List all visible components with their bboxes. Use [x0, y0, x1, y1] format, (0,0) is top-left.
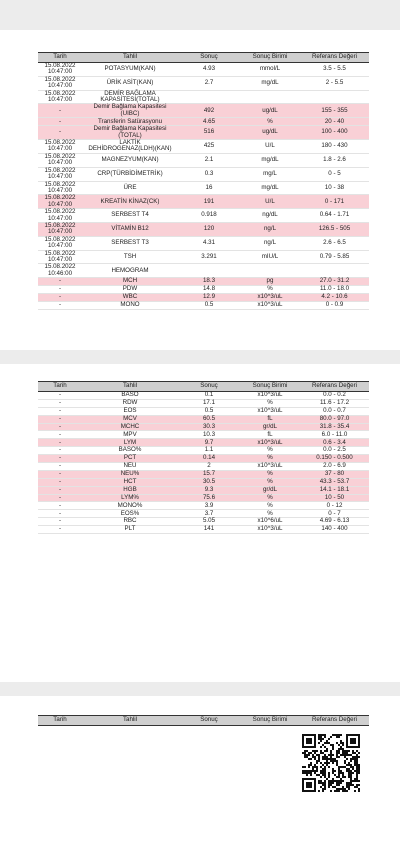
cell-result: 0.1	[178, 392, 240, 400]
results-body-2	[38, 392, 369, 534]
col-date-header: Tarih	[38, 716, 82, 726]
report-page-3	[0, 696, 400, 866]
cell-date: -	[38, 455, 82, 463]
cell-result: 4.31	[178, 236, 240, 250]
cell-result: 1.1	[178, 447, 240, 455]
table-row	[38, 399, 369, 407]
cell-ref: 2.6 - 6.5	[300, 236, 369, 250]
cell-test: NEU	[82, 463, 178, 471]
cell-ref: 0.0 - 0.7	[300, 407, 369, 415]
cell-unit: x10^3/uL	[240, 302, 300, 310]
cell-result: 3.7	[178, 510, 240, 518]
table-row	[38, 181, 369, 195]
cell-date: -	[38, 470, 82, 478]
cell-test: WBC	[82, 294, 178, 302]
cell-test: HEMOGRAM	[82, 264, 178, 278]
cell-date: 15.08.2022 10:47:00	[38, 181, 82, 195]
table-row	[38, 286, 369, 294]
cell-unit: %	[240, 286, 300, 294]
col-test-header: Tahlil	[82, 53, 178, 63]
table-row	[38, 494, 369, 502]
cell-unit: U/L	[240, 195, 300, 209]
cell-date: -	[38, 423, 82, 431]
table-row	[38, 104, 369, 118]
cell-unit: mg/L	[240, 167, 300, 181]
cell-result: 492	[178, 104, 240, 118]
table-row	[38, 526, 369, 534]
cell-unit: mg/dL	[240, 76, 300, 90]
cell-unit: ug/dL	[240, 104, 300, 118]
results-table-3	[38, 715, 369, 726]
cell-date: -	[38, 104, 82, 118]
cell-ref: 0.79 - 5.85	[300, 250, 369, 264]
col-date-header: Tarih	[38, 53, 82, 63]
cell-unit: ng/L	[240, 222, 300, 236]
table-header-row	[38, 716, 369, 726]
cell-result: 2.1	[178, 153, 240, 167]
cell-ref: 27.0 - 31.2	[300, 278, 369, 286]
cell-ref: 0.6 - 3.4	[300, 439, 369, 447]
cell-result: 14.8	[178, 286, 240, 294]
cell-date: -	[38, 302, 82, 310]
cell-unit: %	[240, 470, 300, 478]
cell-test: MONO	[82, 302, 178, 310]
table-row	[38, 407, 369, 415]
cell-ref: 0 - 0.9	[300, 302, 369, 310]
cell-result: 10.3	[178, 431, 240, 439]
cell-ref: 0.0 - 2.5	[300, 447, 369, 455]
cell-test: KREATİN KİNAZ(CK)	[82, 195, 178, 209]
cell-date: -	[38, 286, 82, 294]
table-row	[38, 502, 369, 510]
cell-unit: U/L	[240, 140, 300, 154]
cell-ref: 10 - 50	[300, 494, 369, 502]
cell-ref: 11.6 - 17.2	[300, 399, 369, 407]
table-row	[38, 486, 369, 494]
cell-date: -	[38, 478, 82, 486]
table-row	[38, 455, 369, 463]
cell-result: 425	[178, 140, 240, 154]
table-row	[38, 195, 369, 209]
cell-date: -	[38, 439, 82, 447]
table-row	[38, 431, 369, 439]
cell-test: BASO	[82, 392, 178, 400]
cell-unit: x10^3/uL	[240, 407, 300, 415]
col-unit-header: Sonuç Birimi	[240, 53, 300, 63]
cell-date: -	[38, 518, 82, 526]
cell-date: -	[38, 126, 82, 140]
table-row	[38, 140, 369, 154]
cell-unit: pg	[240, 278, 300, 286]
table-header-row	[38, 382, 369, 392]
cell-ref: 0 - 5	[300, 167, 369, 181]
cell-date: -	[38, 510, 82, 518]
cell-date: -	[38, 526, 82, 534]
cell-test: EOS	[82, 407, 178, 415]
cell-ref: 20 - 40	[300, 118, 369, 126]
cell-test: VİTAMİN B12	[82, 222, 178, 236]
cell-date: -	[38, 278, 82, 286]
results-body-1	[38, 63, 369, 310]
cell-date: 15.08.2022 10:47:00	[38, 167, 82, 181]
cell-ref: 0 - 12	[300, 502, 369, 510]
cell-ref: 155 - 355	[300, 104, 369, 118]
cell-result: 3.9	[178, 502, 240, 510]
table-row	[38, 478, 369, 486]
cell-test: LYM	[82, 439, 178, 447]
cell-unit: mmol/L	[240, 63, 300, 77]
col-unit-header: Sonuç Birimi	[240, 382, 300, 392]
col-test-header: Tahlil	[82, 716, 178, 726]
cell-unit: gr/dL	[240, 423, 300, 431]
cell-result: 0.3	[178, 167, 240, 181]
cell-unit	[240, 264, 300, 278]
cell-ref	[300, 264, 369, 278]
cell-test: LYM%	[82, 494, 178, 502]
cell-date: -	[38, 494, 82, 502]
cell-result: 2	[178, 463, 240, 471]
table-row	[38, 439, 369, 447]
cell-unit: x10^3/uL	[240, 294, 300, 302]
cell-unit: mg/dL	[240, 153, 300, 167]
cell-test: PDW	[82, 286, 178, 294]
cell-unit: %	[240, 494, 300, 502]
cell-ref: 180 - 430	[300, 140, 369, 154]
cell-test: Demir Bağlama Kapasitesi (TOTAL)	[82, 126, 178, 140]
cell-date: 15.08.2022 10:47:00	[38, 90, 82, 104]
cell-date: 15.08.2022 10:47:00	[38, 209, 82, 223]
col-result-header: Sonuç	[178, 716, 240, 726]
cell-date: -	[38, 294, 82, 302]
cell-date: -	[38, 399, 82, 407]
table-row	[38, 153, 369, 167]
cell-unit	[240, 90, 300, 104]
cell-ref: 11.0 - 18.0	[300, 286, 369, 294]
cell-unit: %	[240, 399, 300, 407]
cell-test: HCT	[82, 478, 178, 486]
cell-unit: fL	[240, 431, 300, 439]
cell-result: 12.9	[178, 294, 240, 302]
cell-test: RDW	[82, 399, 178, 407]
cell-result: 75.6	[178, 494, 240, 502]
cell-test: ÜRE	[82, 181, 178, 195]
cell-ref: 100 - 400	[300, 126, 369, 140]
table-row	[38, 423, 369, 431]
cell-unit: %	[240, 455, 300, 463]
cell-test: MONO%	[82, 502, 178, 510]
cell-unit: x10^3/uL	[240, 439, 300, 447]
cell-date: 15.08.2022 10:47:00	[38, 236, 82, 250]
report-page-2	[0, 364, 400, 682]
cell-test: SERBEST T4	[82, 209, 178, 223]
cell-unit: %	[240, 447, 300, 455]
cell-ref: 0 - 7	[300, 510, 369, 518]
cell-result: 0.5	[178, 302, 240, 310]
cell-unit: %	[240, 118, 300, 126]
cell-unit: x10^3/uL	[240, 392, 300, 400]
cell-result: 18.3	[178, 278, 240, 286]
cell-test: TSH	[82, 250, 178, 264]
cell-date: 15.08.2022 10:47:00	[38, 195, 82, 209]
cell-result: 0.14	[178, 455, 240, 463]
cell-ref: 6.0 - 11.0	[300, 431, 369, 439]
cell-ref: 2 - 5.5	[300, 76, 369, 90]
cell-date: 15.08.2022 10:47:00	[38, 140, 82, 154]
table-row	[38, 209, 369, 223]
cell-ref: 43.3 - 53.7	[300, 478, 369, 486]
col-result-header: Sonuç	[178, 382, 240, 392]
cell-result: 9.7	[178, 439, 240, 447]
cell-result: 0.5	[178, 407, 240, 415]
cell-date: 15.08.2022 10:47:00	[38, 222, 82, 236]
cell-unit: mg/dL	[240, 181, 300, 195]
cell-date: 15.08.2022 10:47:00	[38, 250, 82, 264]
cell-result: 16	[178, 181, 240, 195]
cell-test: LAKTİK DEHİDROGENAZ(LDH)(KAN)	[82, 140, 178, 154]
cell-date: -	[38, 447, 82, 455]
cell-unit: %	[240, 478, 300, 486]
cell-test: Demir Bağlama Kapasitesi (UIBC)	[82, 104, 178, 118]
cell-result: 3.291	[178, 250, 240, 264]
cell-ref: 31.8 - 35.4	[300, 423, 369, 431]
cell-test: NEU%	[82, 470, 178, 478]
table-row	[38, 236, 369, 250]
cell-test: EOS%	[82, 510, 178, 518]
cell-test: PCT	[82, 455, 178, 463]
cell-unit: gr/dL	[240, 486, 300, 494]
cell-unit: ng/dL	[240, 209, 300, 223]
table-row	[38, 118, 369, 126]
cell-unit: %	[240, 510, 300, 518]
table-row	[38, 167, 369, 181]
col-ref-header: Referans Değeri	[300, 716, 369, 726]
cell-ref: 1.8 - 2.6	[300, 153, 369, 167]
cell-test: MCH	[82, 278, 178, 286]
cell-date: -	[38, 407, 82, 415]
cell-test: POTASYUM(KAN)	[82, 63, 178, 77]
cell-unit: x10^3/uL	[240, 526, 300, 534]
cell-result	[178, 90, 240, 104]
cell-result: 120	[178, 222, 240, 236]
cell-test: CRP(TÜRBİDİMETRİK)	[82, 167, 178, 181]
cell-ref: 140 - 400	[300, 526, 369, 534]
cell-result: 141	[178, 526, 240, 534]
cell-test: PLT	[82, 526, 178, 534]
col-date-header: Tarih	[38, 382, 82, 392]
cell-date: -	[38, 431, 82, 439]
cell-unit: x10^3/uL	[240, 463, 300, 471]
table-row	[38, 126, 369, 140]
cell-result: 15.7	[178, 470, 240, 478]
cell-date: 15.08.2022 10:47:00	[38, 153, 82, 167]
cell-test: HGB	[82, 486, 178, 494]
cell-date: 15.08.2022 10:47:00	[38, 76, 82, 90]
cell-test: MCHC	[82, 423, 178, 431]
cell-ref: 0.64 - 1.71	[300, 209, 369, 223]
cell-test: DEMİR BAĞLAMA KAPASİTESİ(TOTAL)	[82, 90, 178, 104]
cell-date: -	[38, 486, 82, 494]
cell-unit: ug/dL	[240, 126, 300, 140]
cell-test: SERBEST T3	[82, 236, 178, 250]
table-row	[38, 264, 369, 278]
cell-ref: 0.150 - 0.500	[300, 455, 369, 463]
cell-result: 4.93	[178, 63, 240, 77]
table-row	[38, 278, 369, 286]
col-ref-header: Referans Değeri	[300, 382, 369, 392]
cell-unit: ng/L	[240, 236, 300, 250]
cell-result: 9.3	[178, 486, 240, 494]
cell-date: 15.08.2022 10:46:00	[38, 264, 82, 278]
qr-code-icon	[302, 734, 360, 792]
cell-result: 30.3	[178, 423, 240, 431]
cell-ref: 4.2 - 10.6	[300, 294, 369, 302]
table-row	[38, 302, 369, 310]
cell-date: -	[38, 463, 82, 471]
cell-ref: 80.0 - 97.0	[300, 415, 369, 423]
cell-unit: fL	[240, 415, 300, 423]
col-unit-header: Sonuç Birimi	[240, 716, 300, 726]
cell-result: 191	[178, 195, 240, 209]
cell-unit: %	[240, 502, 300, 510]
cell-unit: x10^6/uL	[240, 518, 300, 526]
cell-ref	[300, 90, 369, 104]
cell-result	[178, 264, 240, 278]
cell-result: 60.5	[178, 415, 240, 423]
cell-result: 0.918	[178, 209, 240, 223]
cell-test: Transferin Satürasyonu	[82, 118, 178, 126]
col-test-header: Tahlil	[82, 382, 178, 392]
cell-date: -	[38, 415, 82, 423]
cell-ref: 14.1 - 18.1	[300, 486, 369, 494]
report-page-1	[0, 30, 400, 350]
cell-result: 17.1	[178, 399, 240, 407]
table-row	[38, 222, 369, 236]
cell-result: 2.7	[178, 76, 240, 90]
cell-ref: 10 - 38	[300, 181, 369, 195]
cell-ref: 3.5 - 5.5	[300, 63, 369, 77]
cell-test: MCV	[82, 415, 178, 423]
col-ref-header: Referans Değeri	[300, 53, 369, 63]
results-table-1	[38, 52, 369, 310]
cell-unit: mIU/L	[240, 250, 300, 264]
cell-test: MPV	[82, 431, 178, 439]
table-row	[38, 250, 369, 264]
cell-date: -	[38, 392, 82, 400]
cell-ref: 2.0 - 6.9	[300, 463, 369, 471]
table-row	[38, 294, 369, 302]
table-header-row	[38, 53, 369, 63]
cell-date: -	[38, 502, 82, 510]
cell-date: 15.08.2022 10:47:00	[38, 63, 82, 77]
table-row	[38, 76, 369, 90]
cell-ref: 4.69 - 6.13	[300, 518, 369, 526]
table-row	[38, 63, 369, 77]
cell-result: 5.05	[178, 518, 240, 526]
cell-test: ÜRİK ASİT(KAN)	[82, 76, 178, 90]
cell-ref: 37 - 80	[300, 470, 369, 478]
cell-test: MAGNEZYUM(KAN)	[82, 153, 178, 167]
col-result-header: Sonuç	[178, 53, 240, 63]
cell-result: 30.5	[178, 478, 240, 486]
cell-result: 4.65	[178, 118, 240, 126]
cell-ref: 0 - 171	[300, 195, 369, 209]
cell-test: BASO%	[82, 447, 178, 455]
cell-result: 516	[178, 126, 240, 140]
cell-ref: 126.5 - 505	[300, 222, 369, 236]
results-table-2	[38, 381, 369, 534]
cell-test: RBC	[82, 518, 178, 526]
cell-date: -	[38, 118, 82, 126]
table-row	[38, 415, 369, 423]
table-row	[38, 90, 369, 104]
cell-ref: 0.0 - 0.2	[300, 392, 369, 400]
